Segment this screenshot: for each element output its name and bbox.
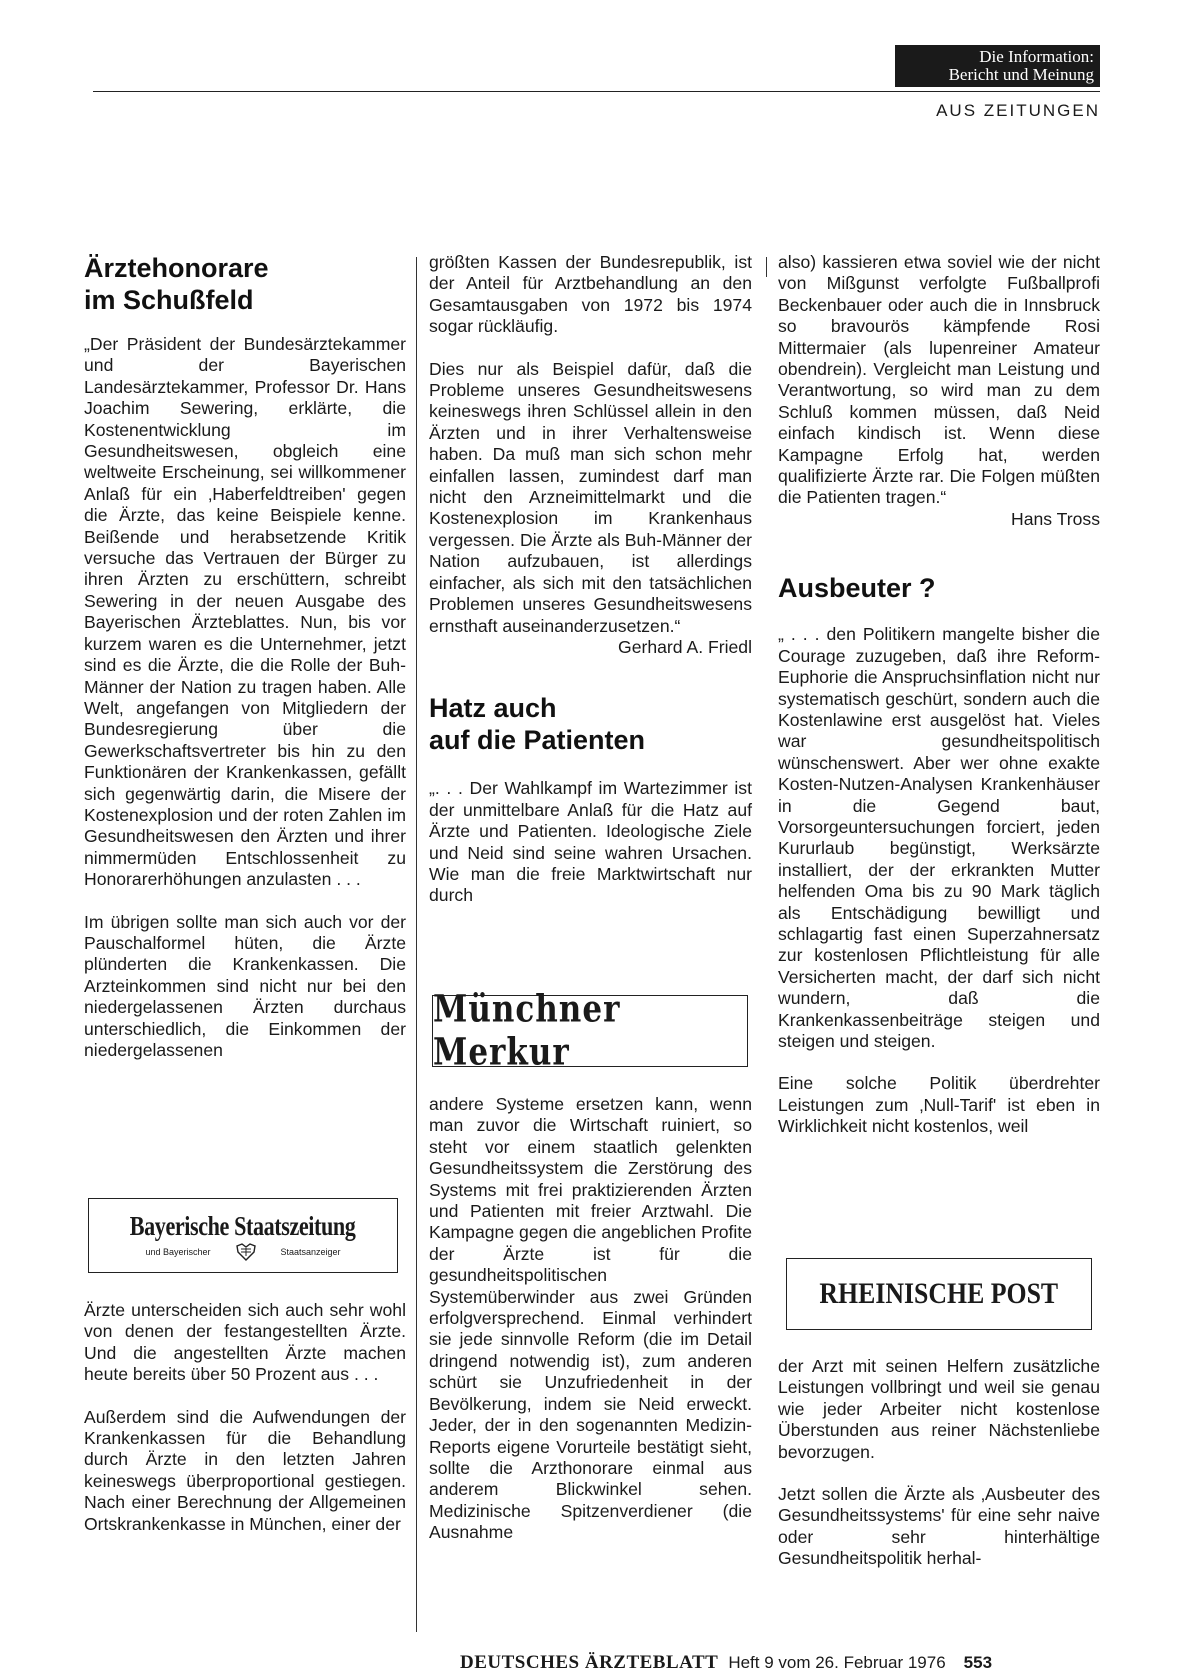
column-divider-2 xyxy=(766,257,767,277)
coat-of-arms-icon xyxy=(233,1243,259,1261)
issue-info: Heft 9 vom 26. Februar 1976 xyxy=(728,1653,946,1672)
article-paragraph: Dies nur als Beispiel dafür, daß die Probleme unseres Gesundheitswesens keineswegs ihren Schlüssel allein in den Ärzten und in ihrer Verhaltensweise haben. Da muß man sich schon mehr einfallen lassen, zumindest darf man nicht den Arzneimittelmarkt und die Kostenexplosion im Krankenhaus vergessen. Die Ärzte als Buh-Männer der Nation aufzubauen, ist allerdings einfacher, als sich mit den tatsächlichen Problemen unseres Gesundheitswesens ernsthaft auseinanderzusetzen.“ xyxy=(429,358,752,636)
article-paragraph: Im übrigen sollte man sich auch vor der Pauschalformel hüten, die Ärzte plünderten die Krankenkassen. Die Arzteinkommen sind nicht nur bei den niedergelassenen Ärzten durchaus unterschiedlich, die Einkommen der niedergelassenen xyxy=(84,911,406,1060)
column-1-continued xyxy=(84,1300,406,1556)
article-headline xyxy=(429,692,752,756)
section-badge-line2: Bericht und Meinung xyxy=(948,65,1094,84)
article-paragraph: Ärzte unterscheiden sich auch sehr wohl von denen der festangestellten Ärzte. Und die angestellten Ärzte machen heute bereits über 50 Prozent aus . . . xyxy=(84,1300,406,1385)
author-signature: Hans Tross xyxy=(1011,508,1100,529)
article-paragraph: „. . . Der Wahlkampf im Wartezimmer ist der unmittelbare Anlaß für die Hatz auf Ärzte und Patienten. Ideologische Ziele und Neid sind seine wahren Ursachen. Wie man die freie Marktwirtschaft nur durch xyxy=(429,778,752,906)
article-paragraph: andere Systeme ersetzen kann, wenn man zuvor die Wirtschaft ruiniert, so steht vor einem staatlich gelenkten Gesundheitssystem die Zerstörung des Systems mit frei praktizierenden Ärzten und Patienten mit freier Arztwahl. Die Kampagne gegen die angeblichen Profite der Ärzte ist für die gesundheitspolitischen Systemüberwinder aus zwei Gründen erfolgversprechend. Einmal verhindert sie jede sinnvolle Reform (die im Detail dringend notwendig ist), zum anderen schürt sie Unzufriedenheit in der Bevölkerung, indem sie Neid erweckt. Jeder, der in den sogenannten Medizin-Reports eigene Vorurteile bestätigt sieht, sollte die Arzthonorare einmal aus anderem Blickwinkel sehen. Medizinische Spitzenverdiener (die Ausnahme xyxy=(429,1094,752,1543)
article-paragraph: Außerdem sind die Aufwendungen der Krankenkassen für die Behandlung durch Ärzte in den letzten Jahren keineswegs überproportional gestiegen. Nach einer Berechnung der Allgemeinen Ortskrankenkasse in München, einer der xyxy=(84,1406,406,1534)
article-paragraph: der Arzt mit seinen Helfern zusätzliche Leistungen vollbringt und weil sie genau wie jeder Arbeiter nicht kostenlose Überstunden aus reiner Nächstenliebe bevorzugen. xyxy=(778,1356,1100,1462)
article-headline xyxy=(84,252,406,316)
article-paragraph: Jetzt sollen die Ärzte als ‚Ausbeuter des Gesundheitssystems' für eine sehr naive oder sehr hinterhältige Gesundheitspolitik herhal- xyxy=(778,1484,1100,1569)
logo-sub-left: und Bayerischer xyxy=(145,1246,211,1257)
bayerische-staatszeitung-logo xyxy=(88,1198,398,1273)
logo-subline xyxy=(145,1243,340,1261)
logo-sub-right: Staatsanzeiger xyxy=(280,1246,341,1257)
article-headline: Ausbeuter ? xyxy=(778,573,936,604)
section-badge-line1: Die Information: xyxy=(979,47,1094,66)
headline-line: Hatz auch xyxy=(429,693,557,724)
section-badge xyxy=(895,45,1100,87)
logo-name: Münchner Merkur xyxy=(433,987,621,1075)
headline-line: auf die Patienten xyxy=(429,725,646,756)
headline-line: im Schußfeld xyxy=(84,285,254,315)
magazine-title: DEUTSCHES ÄRZTEBLATT xyxy=(460,1652,719,1673)
column-3 xyxy=(778,252,1100,1159)
column-3-continued xyxy=(778,1356,1100,1591)
page-number: 553 xyxy=(963,1653,993,1672)
author-signature: Gerhard A. Friedl xyxy=(618,636,752,657)
headline-line: Ärztehonorare xyxy=(84,253,269,283)
column-2-continued xyxy=(429,1094,752,1565)
column-2 xyxy=(429,252,752,928)
section-title: AUS ZEITUNGEN xyxy=(936,101,1100,120)
logo-name: RHEINISCHE POST xyxy=(819,1277,1059,1310)
article-paragraph: Eine solche Politik überdrehter Leistungen zum ‚Null-Tarif' ist eben in Wirklichkeit nicht kostenlos, weil xyxy=(778,1073,1100,1137)
column-1 xyxy=(84,252,406,1082)
muenchner-merkur-logo xyxy=(432,987,748,1075)
article-paragraph: „ . . . den Politikern mangelte bisher die Courage zuzugeben, daß ihre Reform-Euphorie die Anspruchsinflation nicht nur systematisch geschürt, sondern auch die Kostenlawine erst ausgelöst hat. Vieles war gesundheitspolitisch wünschenswert. Aber wer ohne exakte Kosten-Nutzen-Analysen Krankenhäuser in die Gegend baut, Vorsorgeuntersuchungen forciert, jeden Kururlaub begünstigt, Werksärzte installiert, der der erkrankten Mutter helfenden Oma bis zu 90 Mark täglich als Entschädigung bewilligt und schlagartig fast einen Superzahnersatz zur kostenlosen Pflichtleistung für alle Versicherten macht, der darf sich nicht wundern, daß die Krankenkassenbeiträge steigen und steigen und steigen. xyxy=(778,624,1100,1051)
article-paragraph: also) kassieren etwa soviel wie der nicht von Mißgunst verfolgte Fußballprofi Beckenbauer oder auch die in Innsbruck so bravourös kämpfende Rosi Mittermaier (als lupenreiner Amateur obendrein). Vergleicht man Leistung und Verantwortung, so wird man zu dem Schluß kommen müssen, daß Neid einfach kindisch ist. Wenn diese Kampagne Erfolg hat, werden qualifizierte Ärzte rar. Die Folgen müßten die Patienten tragen.“ xyxy=(778,252,1100,508)
article-paragraph: „Der Präsident der Bundesärztekammer und der Bayerischen Landesärztekammer, Professor Dr. Hans Joachim Sewering, erklärte, die Kostenentwicklung im Gesundheitswesen, obgleich eine weltweite Erscheinung, sei willkommener Anlaß für ein ‚Haberfeldtreiben' gegen die Ärzte, das keine Beispiele kenne. Beißende und herabsetzende Kritik versuche das Vertrauen der Bürger zu ihren Ärzten zu erschüttern, schreibt Sewering in der neuen Ausgabe des Bayerischen Ärzteblattes. Nun, bis vor kurzem waren es die Unternehmer, jetzt sind es die Ärzte, die die Rolle der Buh-Männer der Nation zu tragen haben. Alle Welt, angefangen von Mitgliedern der Bundesregierung über die Gewerkschaftsvertreter bis hin zu den Funktionären der Krankenkassen, gefällt sich gegenwärtig darin, die Misere der Kostenexplosion und der roten Zahlen im Gesundheitswesen den Ärzten und ihrer nimmermüden Entschlossenheit zu Honorarerhöhungen anzulasten . . . xyxy=(84,334,406,890)
header-rule xyxy=(93,91,1100,92)
page-footer xyxy=(460,1652,992,1674)
logo-name: Bayerische Staatszeitung xyxy=(130,1210,356,1241)
article-paragraph: größten Kassen der Bundesrepublik, ist der Anteil für Arztbehandlung an den Gesamtausgaben von 1972 bis 1974 sogar rückläufig. xyxy=(429,252,752,337)
column-divider-1 xyxy=(416,257,417,1632)
rheinische-post-logo xyxy=(786,1258,1092,1330)
